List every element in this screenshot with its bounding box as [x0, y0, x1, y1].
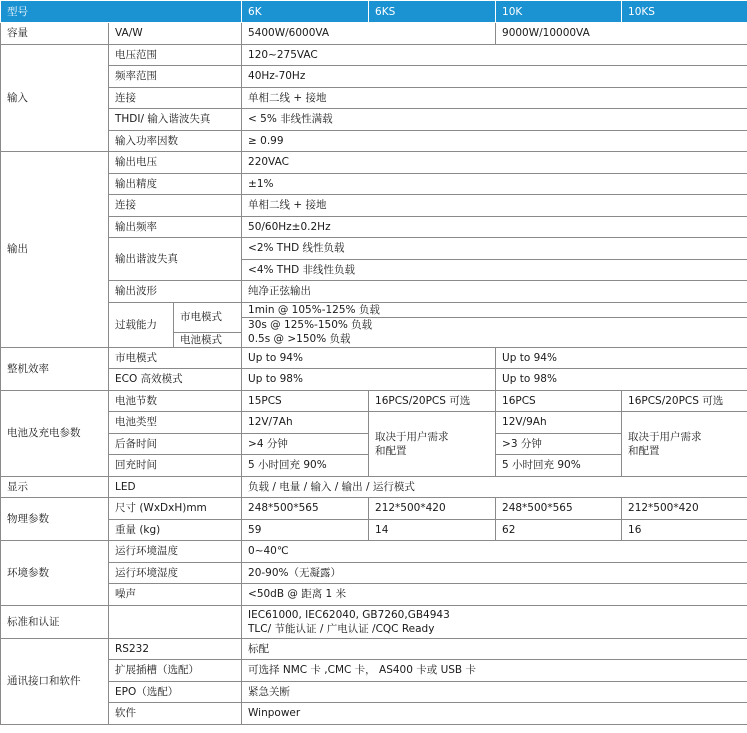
battery-sections-label: 电池节数: [109, 390, 242, 412]
capacity-6k-value: 5400W/6000VA: [242, 23, 496, 45]
env-temp-row: [1, 541, 747, 563]
input-connection-label: 连接: [109, 87, 242, 109]
model-6ks: 6KS: [369, 1, 496, 23]
efficiency-category: 整机效率: [1, 347, 109, 390]
model-6k: 6K: [242, 1, 369, 23]
output-thd-value-nonlinear: <4% THD 非线性负载: [242, 259, 747, 281]
input-freq-row: [1, 66, 747, 88]
output-connection-value: 单相二线 + 接地: [242, 195, 747, 217]
user-config-line-1: 取决于用户需求: [628, 430, 702, 443]
physical-category: 物理参数: [1, 498, 109, 541]
comm-slot-row: [1, 660, 747, 682]
output-voltage-row: [1, 152, 747, 174]
env-humidity-value: 20-90%（无凝露）: [242, 562, 747, 584]
overload-mains-mode: 市电模式: [174, 302, 242, 332]
battery-category: 电池及充电参数: [1, 390, 109, 476]
display-category: 显示: [1, 476, 109, 498]
output-voltage-value: 220VAC: [242, 152, 747, 174]
overload-line-2: 30s @ 125%-150% 负载: [248, 319, 373, 331]
efficiency-mains-label: 市电模式: [109, 347, 242, 369]
input-thdi-label: THDI/ 输入谐波失真: [109, 109, 242, 131]
output-frequency-value: 50/60Hz±0.2Hz: [242, 216, 747, 238]
output-category: 输出: [1, 152, 109, 348]
environment-category: 环境参数: [1, 541, 109, 606]
env-temp-label: 运行环境温度: [109, 541, 242, 563]
overload-line-1: 1min @ 105%-125% 负载: [242, 302, 747, 317]
display-value: 负载 / 电量 / 输入 / 输出 / 运行模式: [242, 476, 747, 498]
efficiency-eco-label: ECO 高效模式: [109, 369, 242, 391]
battery-sections-6ks: 16PCS/20PCS 可选: [369, 390, 496, 412]
model-10ks: 10KS: [622, 1, 747, 23]
battery-type-6k: 12V/7Ah: [242, 412, 369, 434]
physical-weight-row: [1, 519, 747, 541]
input-freq-value: 40Hz-70Hz: [242, 66, 747, 88]
physical-weight-6ks: 14: [369, 519, 496, 541]
physical-weight-6k: 59: [242, 519, 369, 541]
battery-sections-6k: 15PCS: [242, 390, 369, 412]
output-thd-row: [1, 238, 747, 260]
comm-rs232-value: 标配: [242, 638, 747, 660]
battery-recharge-10k: 5 小时回充 90%: [496, 455, 622, 477]
physical-weight-10ks: 16: [622, 519, 747, 541]
output-waveform-label: 输出波形: [109, 281, 242, 303]
comm-category: 通讯接口和软件: [1, 638, 109, 724]
battery-6ks-user-config: [369, 412, 496, 477]
output-precision-value: ±1%: [242, 173, 747, 195]
standards-label-empty: [109, 605, 242, 638]
input-freq-label: 频率范围: [109, 66, 242, 88]
user-config-line-1: 取决于用户需求: [375, 430, 449, 443]
env-noise-row: [1, 584, 747, 606]
output-waveform-value: 纯净正弦输出: [242, 281, 747, 303]
user-config-line-2: 和配置: [628, 444, 660, 457]
battery-10ks-user-config: [622, 412, 747, 477]
physical-size-6k: 248*500*565: [242, 498, 369, 520]
standards-line-2: TLC/ 节能认证 / 广电认证 /CQC Ready: [248, 622, 435, 635]
output-overload-label: 过载能力: [109, 302, 174, 347]
comm-software-row: [1, 703, 747, 725]
comm-slot-label: 扩展插槽（选配）: [109, 660, 242, 682]
battery-type-10k: 12V/9Ah: [496, 412, 622, 434]
battery-sections-10ks: 16PCS/20PCS 可选: [622, 390, 747, 412]
output-thd-value-linear: <2% THD 线性负载: [242, 238, 747, 260]
battery-sections-row: [1, 390, 747, 412]
input-voltage-value: 120~275VAC: [242, 44, 747, 66]
comm-software-label: 软件: [109, 703, 242, 725]
overload-battery-mode: 电池模式: [174, 332, 242, 347]
battery-recharge-label: 回充时间: [109, 455, 242, 477]
battery-recharge-6k: 5 小时回充 90%: [242, 455, 369, 477]
physical-weight-10k: 62: [496, 519, 622, 541]
output-precision-label: 输出精度: [109, 173, 242, 195]
physical-size-10ks: 212*500*420: [622, 498, 747, 520]
comm-software-value: Winpower: [242, 703, 747, 725]
output-connection-label: 连接: [109, 195, 242, 217]
comm-epo-value: 紧急关断: [242, 681, 747, 703]
output-voltage-label: 输出电压: [109, 152, 242, 174]
capacity-10k-value: 9000W/10000VA: [496, 23, 747, 45]
input-category: 输入: [1, 44, 109, 152]
display-label: LED: [109, 476, 242, 498]
env-humidity-row: [1, 562, 747, 584]
capacity-label: VA/W: [109, 23, 242, 45]
battery-backup-6k: >4 分钟: [242, 433, 369, 455]
standards-line-1: IEC61000, IEC62040, GB7260,GB4943: [248, 608, 450, 621]
efficiency-mains-6k: Up to 94%: [242, 347, 496, 369]
input-thdi-row: [1, 109, 747, 131]
output-thd-label: 输出谐波失真: [109, 238, 242, 281]
output-precision-row: [1, 173, 747, 195]
overload-lines-2-3: [242, 317, 747, 347]
physical-size-label: 尺寸 (WxDxH)mm: [109, 498, 242, 520]
comm-slot-value: 可选择 NMC 卡 ,CMC 卡， AS400 卡或 USB 卡: [242, 660, 747, 682]
physical-size-10k: 248*500*565: [496, 498, 622, 520]
env-temp-value: 0~40℃: [242, 541, 747, 563]
battery-backup-10k: >3 分钟: [496, 433, 622, 455]
input-connection-row: [1, 87, 747, 109]
battery-sections-10k: 16PCS: [496, 390, 622, 412]
overload-line-3: 0.5s @ >150% 负载: [248, 333, 351, 345]
comm-epo-row: [1, 681, 747, 703]
efficiency-mains-10k: Up to 94%: [496, 347, 747, 369]
output-connection-row: [1, 195, 747, 217]
input-pf-label: 输入功率因数: [109, 130, 242, 152]
model-10k: 10K: [496, 1, 622, 23]
efficiency-eco-6k: Up to 98%: [242, 369, 496, 391]
env-humidity-label: 运行环境湿度: [109, 562, 242, 584]
input-voltage-row: [1, 44, 747, 66]
standards-value: [242, 605, 747, 638]
efficiency-mains-row: [1, 347, 747, 369]
env-noise-value: <50dB @ 距离 1 米: [242, 584, 747, 606]
capacity-category: 容量: [1, 23, 109, 45]
physical-size-row: [1, 498, 747, 520]
comm-rs232-row: [1, 638, 747, 660]
display-row: [1, 476, 747, 498]
model-header: 型号: [1, 1, 242, 23]
standards-row: [1, 605, 747, 638]
physical-weight-label: 重量 (kg): [109, 519, 242, 541]
user-config-line-2: 和配置: [375, 444, 407, 457]
physical-size-6ks: 212*500*420: [369, 498, 496, 520]
header-row: [1, 1, 747, 23]
output-frequency-label: 输出频率: [109, 216, 242, 238]
efficiency-eco-10k: Up to 98%: [496, 369, 747, 391]
input-pf-row: [1, 130, 747, 152]
capacity-row: [1, 23, 747, 45]
efficiency-eco-row: [1, 369, 747, 391]
standards-category: 标准和认证: [1, 605, 109, 638]
battery-type-label: 电池类型: [109, 412, 242, 434]
env-noise-label: 噪声: [109, 584, 242, 606]
input-connection-value: 单相二线 + 接地: [242, 87, 747, 109]
input-pf-value: ≥ 0.99: [242, 130, 747, 152]
battery-backup-label: 后备时间: [109, 433, 242, 455]
comm-rs232-label: RS232: [109, 638, 242, 660]
output-frequency-row: [1, 216, 747, 238]
output-overload-row-1: [1, 302, 747, 317]
input-thdi-value: < 5% 非线性满载: [242, 109, 747, 131]
output-waveform-row: [1, 281, 747, 303]
battery-type-row: [1, 412, 747, 434]
input-voltage-label: 电压范围: [109, 44, 242, 66]
comm-epo-label: EPO（选配）: [109, 681, 242, 703]
